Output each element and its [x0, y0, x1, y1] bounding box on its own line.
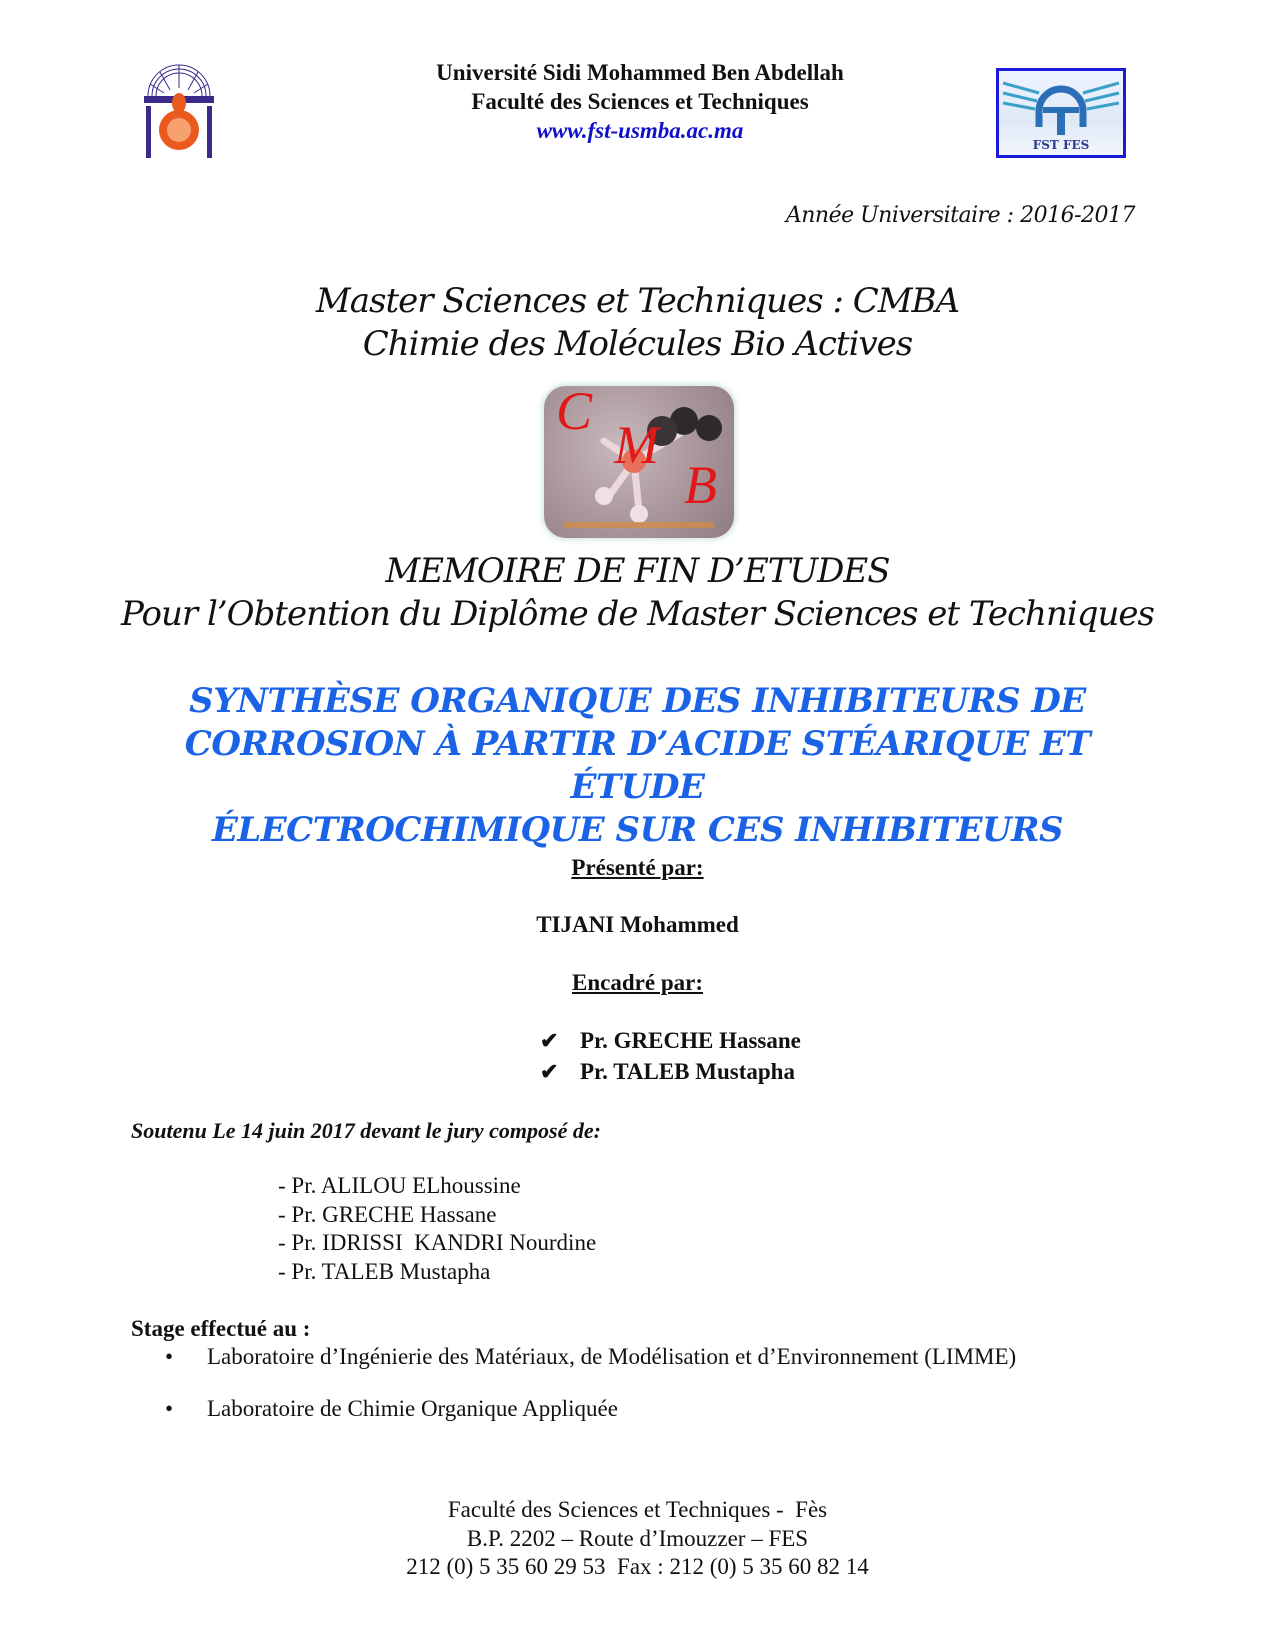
- lab-list: [165, 1344, 1016, 1448]
- footer-faculty: Faculté des Sciences et Techniques - Fès: [447, 1497, 828, 1522]
- footer-phone-fax: 212 (0) 5 35 60 29 53 Fax : 212 (0) 5 35 60 82 14: [406, 1554, 869, 1579]
- thesis-title-line-2: CORROSION À PARTIR D’ACIDE STÉARIQUE ET ÉTUDE: [184, 724, 1091, 807]
- internship-label: Stage effectué au :: [131, 1316, 311, 1341]
- master-subtitle: Chimie des Molécules Bio Actives: [362, 324, 913, 364]
- supervisor-name: Pr. TALEB Mustapha: [580, 1059, 795, 1084]
- fst-emblem-icon: [999, 71, 1123, 155]
- usmba-emblem-icon: [140, 58, 218, 162]
- academic-year: Année Universitaire : 2016-2017: [785, 203, 1135, 228]
- cmb-letter-b: B: [684, 455, 717, 515]
- jury-member: - Pr. IDRISSI KANDRI Nourdine: [278, 1230, 597, 1255]
- presented-by-label: Présenté par:: [571, 855, 704, 880]
- cmb-letter-c: C: [556, 386, 593, 441]
- jury-member: - Pr. TALEB Mustapha: [278, 1258, 491, 1284]
- faculty-name: Faculté des Sciences et Techniques: [471, 89, 809, 114]
- memoire-subtitle: Pour l’Obtention du Diplôme de Master Sciences et Techniques: [121, 594, 1154, 634]
- bullet-icon: •: [165, 1344, 174, 1369]
- footer-address: [0, 1496, 1275, 1582]
- master-title: Master Sciences et Techniques : CMBA: [315, 281, 960, 321]
- lab-name: Laboratoire de Chimie Organique Appliquée: [207, 1396, 618, 1421]
- supervisor-name: Pr. GRECHE Hassane: [580, 1028, 801, 1053]
- cmb-letter-m: M: [614, 415, 659, 475]
- jury-member: - Pr. GRECHE Hassane: [278, 1201, 497, 1227]
- institution-header: [360, 58, 920, 145]
- website-link[interactable]: www.fst-usmba.ac.ma: [536, 118, 744, 143]
- memoire-heading: [0, 550, 1275, 636]
- bullet-icon: •: [165, 1396, 174, 1421]
- jury-list: [278, 1172, 596, 1286]
- supervised-by-section: [0, 970, 1275, 996]
- fst-fes-label: FST FES: [1032, 138, 1090, 152]
- checkmark-icon: ✔: [540, 1059, 559, 1084]
- thesis-title: [120, 680, 1155, 852]
- memoire-title: MEMOIRE DE FIN D’ETUDES: [385, 551, 890, 591]
- supervisor-item: [540, 1056, 801, 1087]
- cmb-logo: [544, 386, 734, 538]
- student-name: TIJANI Mohammed: [536, 912, 739, 937]
- university-name: Université Sidi Mohammed Ben Abdellah: [436, 60, 844, 85]
- checkmark-icon: ✔: [540, 1028, 559, 1053]
- master-program: [0, 280, 1275, 366]
- thesis-title-line-3: ÉLECTROCHIMIQUE SUR CES INHIBITEURS: [211, 810, 1064, 850]
- jury-member: - Pr. ALILOU ELhoussine: [278, 1173, 521, 1198]
- footer-postal: B.P. 2202 – Route d’Imouzzer – FES: [466, 1525, 809, 1551]
- presented-by-section: [0, 855, 1275, 881]
- defense-statement: Soutenu Le 14 juin 2017 devant le jury composé de:: [131, 1118, 601, 1143]
- lab-item: [165, 1344, 1016, 1396]
- supervised-by-label: Encadré par:: [572, 970, 703, 995]
- lab-name: Laboratoire d’Ingénierie des Matériaux, de Modélisation et d’Environnement (LIMME): [207, 1344, 1017, 1369]
- lab-item: [165, 1396, 1016, 1448]
- fst-fes-logo: [996, 68, 1126, 158]
- supervisor-list: [540, 1025, 801, 1087]
- usmba-logo: [140, 58, 218, 162]
- thesis-title-line-1: SYNTHÈSE ORGANIQUE DES INHIBITEURS DE: [189, 681, 1086, 721]
- supervisor-item: [540, 1025, 801, 1056]
